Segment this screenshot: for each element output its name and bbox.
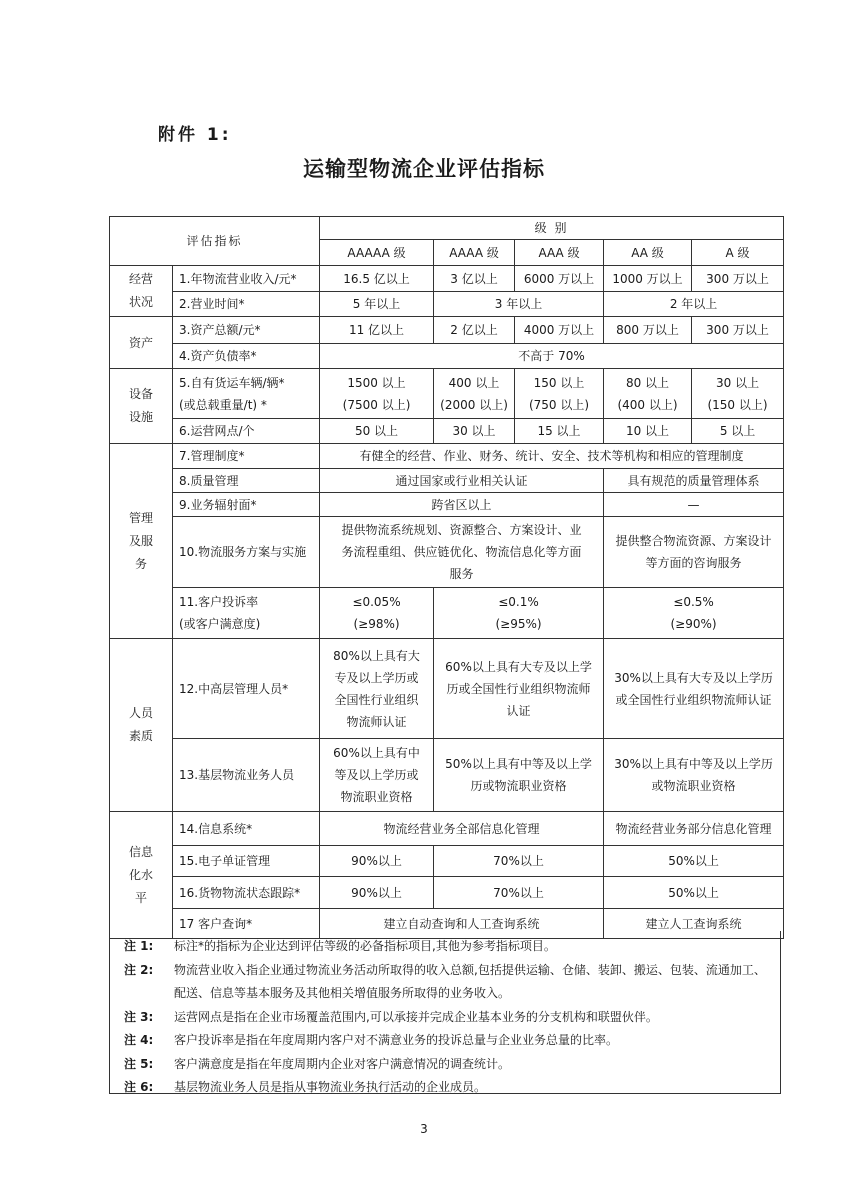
indicator-label: 7.管理制度* xyxy=(173,444,320,469)
value-cell: 60%以上具有中 等及以上学历或 物流职业资格 xyxy=(320,739,434,812)
indicator-label: 4.资产负债率* xyxy=(173,344,320,369)
value-cell: 90%以上 xyxy=(320,846,434,877)
indicator-label: 2.营业时间* xyxy=(173,292,320,317)
value-cell: 有健全的经营、作业、财务、统计、安全、技术等机构和相应的管理制度 xyxy=(320,444,784,469)
value-cell: 3 亿以上 xyxy=(434,266,515,292)
page-title: 运输型物流企业评估指标 xyxy=(303,157,545,181)
value-cell: 提供整合物流资源、方案设计 等方面的咨询服务 xyxy=(604,517,784,588)
page-number: 3 xyxy=(420,1122,428,1136)
level-header: 级 别 xyxy=(320,217,784,240)
indicator-label: 11.客户投诉率 (或客户满意度) xyxy=(173,588,320,639)
note-item xyxy=(124,1006,772,1030)
value-cell: 不高于 70% xyxy=(320,344,784,369)
value-cell: 80%以上具有大 专及以上学历或 全国性行业组织 物流师认证 xyxy=(320,639,434,739)
value-cell: 60%以上具有大专及以上学 历或全国性行业组织物流师 认证 xyxy=(434,639,604,739)
evaluation-table xyxy=(109,216,784,939)
note-label: 注 2: xyxy=(124,962,154,977)
value-cell: 通过国家或行业相关认证 xyxy=(320,469,604,493)
value-cell: 50%以上具有中等及以上学 历或物流职业资格 xyxy=(434,739,604,812)
value-cell: ≤0.05% (≥98%) xyxy=(320,588,434,639)
value-cell: 16.5 亿以上 xyxy=(320,266,434,292)
value-cell: 70%以上 xyxy=(434,877,604,909)
attachment-label: 附件 1: xyxy=(158,125,232,145)
indicator-label: 9.业务辐射面* xyxy=(173,493,320,517)
value-cell: 150 以上 (750 以上) xyxy=(515,369,604,419)
note-text: 基层物流业务人员是指从事物流业务执行活动的企业成员。 xyxy=(174,1080,487,1094)
value-cell: 具有规范的质量管理体系 xyxy=(604,469,784,493)
value-cell: 跨省区以上 xyxy=(320,493,604,517)
value-cell: 1000 万以上 xyxy=(604,266,692,292)
indicator-label: 16.货物物流状态跟踪* xyxy=(173,877,320,909)
indicator-label: 5.自有货运车辆/辆* (或总载重量/t) * xyxy=(173,369,320,419)
value-cell: 4000 万以上 xyxy=(515,317,604,344)
indicator-label: 3.资产总额/元* xyxy=(173,317,320,344)
note-label: 注 6: xyxy=(124,1080,154,1094)
value-cell: 30%以上具有中等及以上学历 或物流职业资格 xyxy=(604,739,784,812)
indicator-label: 8.质量管理 xyxy=(173,469,320,493)
level-aaaaa: AAAAA 级 xyxy=(320,240,434,266)
value-cell: 90%以上 xyxy=(320,877,434,909)
indicator-label: 10.物流服务方案与实施 xyxy=(173,517,320,588)
note-text: 标注*的指标为企业达到评估等级的必备指标项目,其他为参考指标项目。 xyxy=(174,939,556,953)
value-cell: 30%以上具有大专及以上学历 或全国性行业组织物流师认证 xyxy=(604,639,784,739)
level-aaaa: AAAA 级 xyxy=(434,240,515,266)
category-management: 管理 及服 务 xyxy=(110,444,173,639)
value-cell: 提供物流系统规划、资源整合、方案设计、业 务流程重组、供应链优化、物流信息化等方面 服务 xyxy=(320,517,604,588)
note-item xyxy=(124,1076,772,1100)
level-aa: AA 级 xyxy=(604,240,692,266)
value-cell: 70%以上 xyxy=(434,846,604,877)
note-label: 注 1: xyxy=(124,939,154,953)
value-cell: 300 万以上 xyxy=(692,266,784,292)
level-aaa: AAA 级 xyxy=(515,240,604,266)
value-cell: 3 年以上 xyxy=(434,292,604,317)
note-text: 客户投诉率是指在年度周期内客户对不满意业务的投诉总量与企业业务总量的比率。 xyxy=(174,1033,619,1047)
value-cell: 50%以上 xyxy=(604,846,784,877)
note-item xyxy=(124,935,772,959)
value-cell: 5 年以上 xyxy=(320,292,434,317)
indicator-header: 评估指标 xyxy=(110,217,320,266)
note-text: 运营网点是指在企业市场覆盖范围内,可以承接并完成企业基本业务的分支机构和联盟伙伴。 xyxy=(174,1009,658,1024)
value-cell: 2 年以上 xyxy=(604,292,784,317)
note-item xyxy=(124,1029,772,1053)
value-cell: 80 以上 (400 以上) xyxy=(604,369,692,419)
level-a: A 级 xyxy=(692,240,784,266)
value-cell: 30 以上 xyxy=(434,419,515,444)
value-cell: 5 以上 xyxy=(692,419,784,444)
category-business: 经营 状况 xyxy=(110,266,173,317)
value-cell: 300 万以上 xyxy=(692,317,784,344)
note-text: 客户满意度是指在年度周期内企业对客户满意情况的调查统计。 xyxy=(174,1056,511,1071)
value-cell: 11 亿以上 xyxy=(320,317,434,344)
indicator-label: 15.电子单证管理 xyxy=(173,846,320,877)
indicator-label: 12.中高层管理人员* xyxy=(173,639,320,739)
note-label: 注 3: xyxy=(124,1009,154,1024)
value-cell: 15 以上 xyxy=(515,419,604,444)
value-cell: 400 以上 (2000 以上) xyxy=(434,369,515,419)
indicator-label: 13.基层物流业务人员 xyxy=(173,739,320,812)
category-equipment: 设备 设施 xyxy=(110,369,173,444)
category-informatization: 信息 化水 平 xyxy=(110,812,173,939)
value-cell: 建立自动查询和人工查询系统 xyxy=(320,909,604,939)
value-cell: 50%以上 xyxy=(604,877,784,909)
note-item xyxy=(124,959,772,1006)
note-label: 注 5: xyxy=(124,1056,154,1071)
indicator-label: 6.运营网点/个 xyxy=(173,419,320,444)
note-text: 物流营业收入指企业通过物流业务活动所取得的收入总额,包括提供运输、仓储、装卸、搬运、包装、流通加工、配送、信息等基本服务及其他相关增值服务所取得的业务收入。 xyxy=(174,962,766,1000)
value-cell: — xyxy=(604,493,784,517)
value-cell: ≤0.1% (≥95%) xyxy=(434,588,604,639)
category-assets: 资产 xyxy=(110,317,173,369)
value-cell: 800 万以上 xyxy=(604,317,692,344)
notes-box xyxy=(109,931,781,1094)
value-cell: 6000 万以上 xyxy=(515,266,604,292)
indicator-label: 17 客户查询* xyxy=(173,909,320,939)
value-cell: 建立人工查询系统 xyxy=(604,909,784,939)
value-cell: 物流经营业务全部信息化管理 xyxy=(320,812,604,846)
value-cell: 物流经营业务部分信息化管理 xyxy=(604,812,784,846)
value-cell: 30 以上 (150 以上) xyxy=(692,369,784,419)
value-cell: ≤0.5% (≥90%) xyxy=(604,588,784,639)
value-cell: 50 以上 xyxy=(320,419,434,444)
value-cell: 2 亿以上 xyxy=(434,317,515,344)
indicator-label: 14.信息系统* xyxy=(173,812,320,846)
category-personnel: 人员 素质 xyxy=(110,639,173,812)
value-cell: 10 以上 xyxy=(604,419,692,444)
indicator-label: 1.年物流营业收入/元* xyxy=(173,266,320,292)
note-label: 注 4: xyxy=(124,1033,154,1047)
value-cell: 1500 以上 (7500 以上) xyxy=(320,369,434,419)
note-item xyxy=(124,1053,772,1077)
